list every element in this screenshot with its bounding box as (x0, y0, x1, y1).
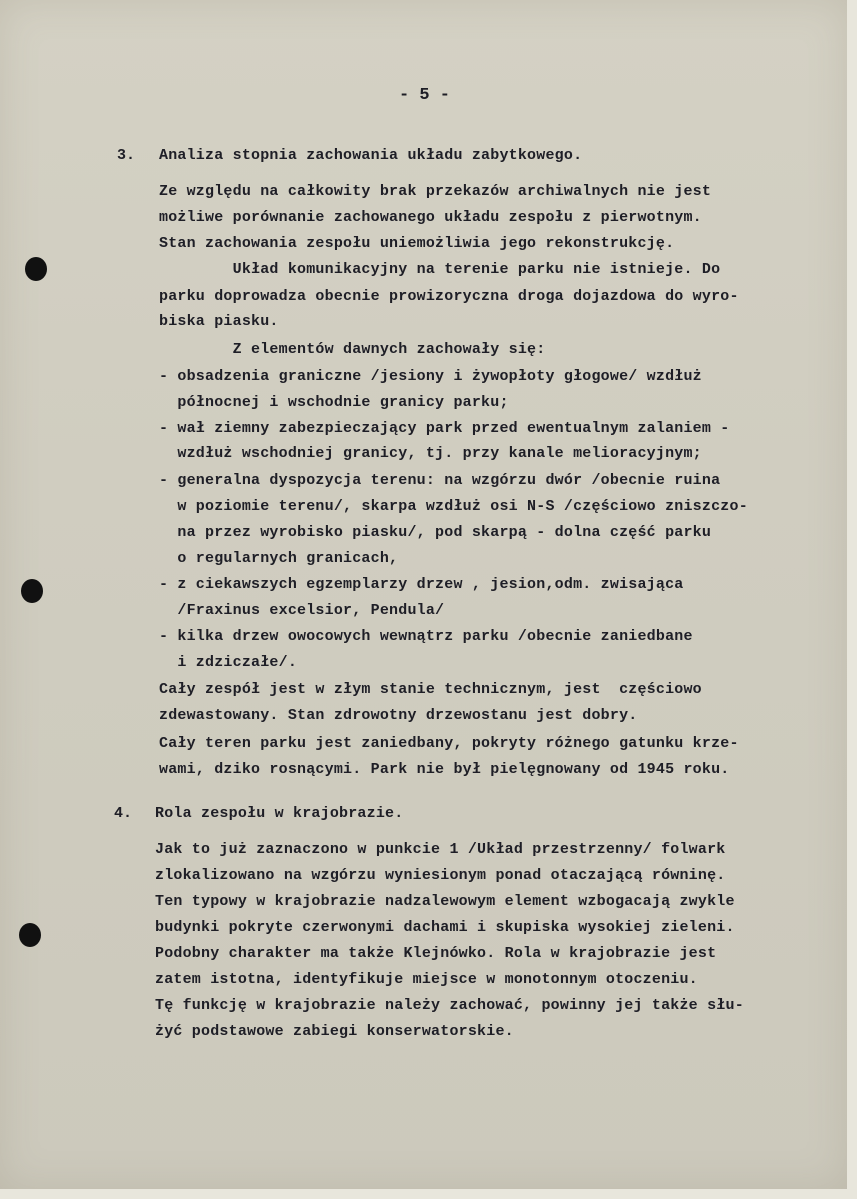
section-3-line: Stan zachowania zespołu uniemożliwia jego rekonstrukcję. (159, 235, 675, 252)
section-4-title: Rola zespołu w krajobrazie. (155, 805, 404, 822)
section-3-line: - z ciekawszych egzemplarzy drzew , jesion,odm. zwisająca (159, 576, 684, 593)
section-4-line: Podobny charakter ma także Klejnówko. Rola w krajobrazie jest (155, 945, 717, 962)
punch-hole (21, 579, 43, 603)
section-3-line: - kilka drzew owocowych wewnątrz parku /obecnie zaniedbane (159, 628, 693, 645)
section-3-line: wami, dziko rosnącymi. Park nie był pielęgnowany od 1945 roku. (159, 761, 730, 778)
section-4-line: budynki pokryte czerwonymi dachami i skupiska wysokiej zieleni. (155, 919, 735, 936)
section-4-line: żyć podstawowe zabiegi konserwatorskie. (155, 1023, 514, 1040)
section-4-line: Ten typowy w krajobrazie nadzalewowym element wzbogacają zwykle (155, 893, 735, 910)
page-number: - 5 - (399, 86, 451, 105)
punch-hole (19, 923, 41, 947)
section-3-line: na przez wyrobisko piasku/, pod skarpą - dolna część parku (159, 524, 712, 541)
section-3-line: o regularnych granicach, (159, 550, 399, 567)
section-4-line: Tę funkcję w krajobrazie należy zachować, powinny jej także słu- (155, 997, 744, 1014)
section-3-line: zdewastowany. Stan zdrowotny drzewostanu jest dobry. (159, 707, 638, 724)
section-4-line: zatem istotna, identyfikuje miejsce w monotonnym otoczeniu. (155, 971, 698, 988)
section-3-line: biska piasku. (159, 313, 279, 330)
section-3-line: Cały teren parku jest zaniedbany, pokryty różnego gatunku krze- (159, 735, 739, 752)
section-3-line: parku doprowadza obecnie prowizoryczna droga dojazdowa do wyro- (159, 288, 739, 305)
section-3-title: Analiza stopnia zachowania układu zabytkowego. (159, 147, 583, 164)
section-3-line: Cały zespół jest w złym stanie technicznym, jest częściowo (159, 681, 702, 698)
section-3-number: 3. (117, 147, 136, 164)
section-3-line: wzdłuż wschodniej granicy, tj. przy kanale melioracyjnym; (159, 445, 702, 462)
page-edge (847, 0, 857, 1199)
section-3-line: w poziomie terenu/, skarpa wzdłuż osi N-S /częściowo zniszczo- (159, 498, 748, 515)
section-3-line: - obsadzenia graniczne /jesiony i żywopłoty głogowe/ wzdłuż (159, 368, 702, 385)
section-3-line: Ze względu na całkowity brak przekazów archiwalnych nie jest (159, 183, 712, 200)
section-3-line: Układ komunikacyjny na terenie parku nie istnieje. Do (159, 261, 721, 278)
section-3-line: północnej i wschodnie granicy parku; (159, 394, 509, 411)
punch-hole (25, 257, 47, 281)
page-bottom-edge (0, 1189, 857, 1199)
section-4-line: zlokalizowano na wzgórzu wyniesionym ponad otaczającą równinę. (155, 867, 726, 884)
section-3-line: Z elementów dawnych zachowały się: (159, 341, 546, 358)
section-3-line: - generalna dyspozycja terenu: na wzgórzu dwór /obecnie ruina (159, 472, 721, 489)
section-3-line: /Fraxinus excelsior, Pendula/ (159, 602, 445, 619)
section-4-line: Jak to już zaznaczono w punkcie 1 /Układ przestrzenny/ folwark (155, 841, 726, 858)
section-3-line: - wał ziemny zabezpieczający park przed ewentualnym zalaniem - (159, 420, 730, 437)
section-3-line: i zdziczałe/. (159, 654, 298, 671)
section-4-number: 4. (114, 805, 133, 822)
section-3-line: możliwe porównanie zachowanego układu zespołu z pierwotnym. (159, 209, 702, 226)
